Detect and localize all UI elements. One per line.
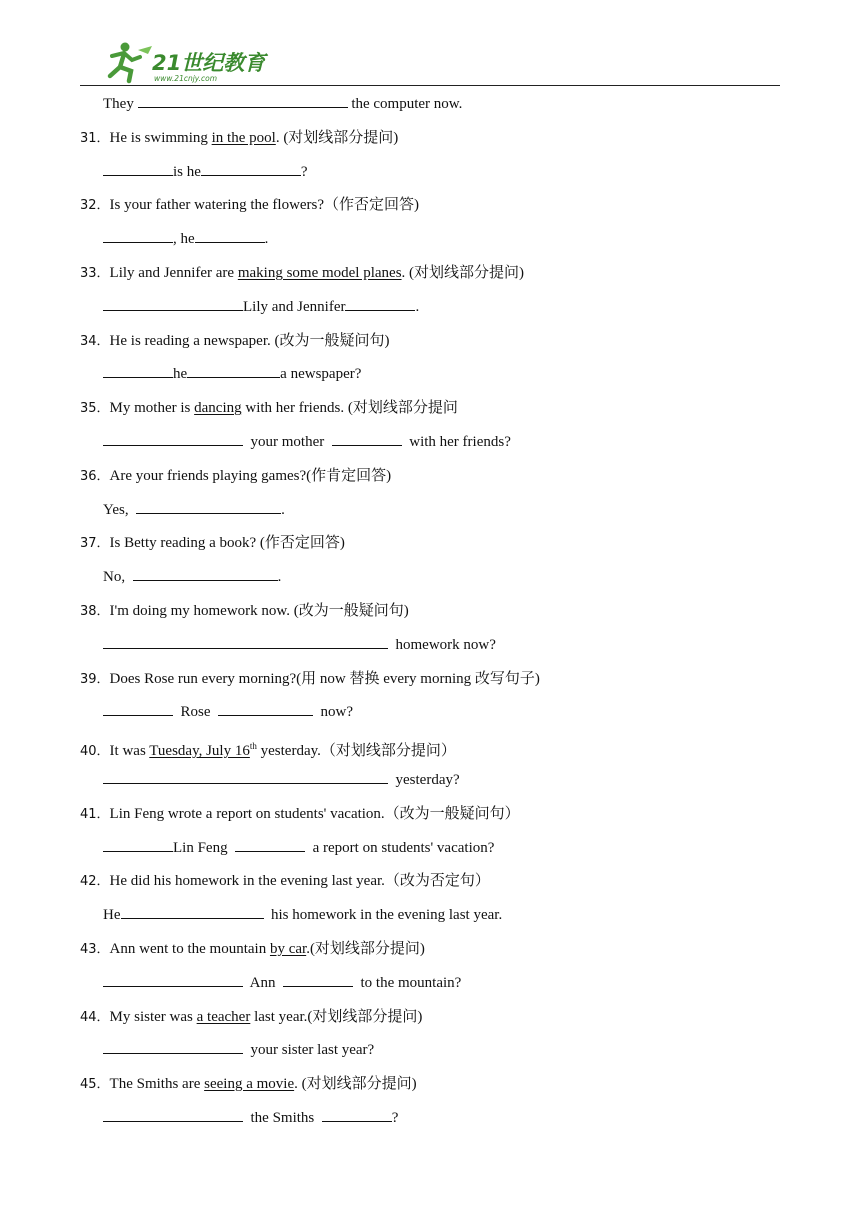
answer-line <box>80 564 780 598</box>
answer-line <box>80 226 780 260</box>
line-text: The Smiths are <box>109 1076 205 1093</box>
line-text: his homework in the evening last year. <box>263 907 503 924</box>
answer-line <box>80 699 780 733</box>
answer-blank[interactable] <box>332 431 402 446</box>
line-text: is he <box>173 163 201 180</box>
answer-blank[interactable] <box>103 769 388 784</box>
question-number: 34． <box>80 333 110 349</box>
line-text: to the mountain? <box>353 974 462 991</box>
page-header <box>0 0 860 92</box>
question-number: 40． <box>80 744 110 760</box>
header-divider <box>80 85 780 86</box>
line-text: with her friends. (对划线部分提问 <box>241 400 458 417</box>
line-text: No, <box>103 569 133 586</box>
answer-blank[interactable] <box>103 363 173 378</box>
underlined-phrase: seeing a movie <box>204 1076 295 1093</box>
answer-blank[interactable] <box>322 1107 392 1122</box>
question-line <box>80 1004 780 1038</box>
underlined-phrase: by car <box>269 940 307 957</box>
question-line <box>80 395 780 429</box>
answer-line <box>80 497 780 531</box>
question-number: 38． <box>80 603 110 619</box>
answer-blank[interactable] <box>121 904 264 919</box>
underlined-phrase: dancing <box>194 400 242 417</box>
line-text: Are your friends playing games?(作肯定回答) <box>109 467 392 484</box>
line-text: . <box>415 298 420 315</box>
question-number: 35． <box>80 401 110 417</box>
answer-blank[interactable] <box>235 837 305 852</box>
line-text: Lily and Jennifer are <box>109 264 238 281</box>
line-text: . <box>264 231 269 248</box>
answer-line <box>80 767 780 801</box>
line-text: He is swimming <box>109 129 212 146</box>
site-logo <box>102 40 272 84</box>
answer-blank[interactable] <box>138 93 348 108</box>
line-text: , he <box>173 231 195 248</box>
question-line <box>80 666 780 700</box>
line-text: Lily and Jennifer <box>243 298 346 315</box>
answer-blank[interactable] <box>103 634 388 649</box>
answer-blank[interactable] <box>103 837 173 852</box>
answer-blank[interactable] <box>103 296 243 311</box>
line-text: . <box>281 501 285 518</box>
question-number: 33． <box>80 265 110 281</box>
question-number: 45． <box>80 1077 110 1093</box>
line-text: Does Rose run every morning?(用 now 替换 every morning 改写句子) <box>109 670 540 687</box>
question-number: 44． <box>80 1009 110 1025</box>
answer-line <box>80 361 780 395</box>
answer-blank[interactable] <box>218 701 313 716</box>
answer-blank[interactable] <box>345 296 415 311</box>
question-line <box>80 530 780 564</box>
question-line <box>80 868 780 902</box>
answer-blank[interactable] <box>195 228 265 243</box>
answer-line <box>80 91 780 125</box>
answer-line <box>80 294 780 328</box>
exercise-content <box>80 91 780 1139</box>
line-text: Lin Feng <box>173 839 236 856</box>
answer-blank[interactable] <box>187 363 280 378</box>
answer-blank[interactable] <box>283 972 353 987</box>
underlined-phrase: making some model planes <box>237 264 402 281</box>
question-line <box>80 192 780 226</box>
question-line <box>80 936 780 970</box>
line-text: Is your father watering the flowers?（作否定回答) <box>109 197 420 214</box>
answer-line <box>80 902 780 936</box>
answer-line <box>80 159 780 193</box>
line-text: He did his homework in the evening last year.（改为否定句） <box>109 873 490 890</box>
line-text: My mother is <box>109 400 195 417</box>
answer-line <box>80 429 780 463</box>
line-text: Is Betty reading a book? (作否定回答) <box>109 535 345 552</box>
line-text: ? <box>391 1109 399 1126</box>
line-text: .(对划线部分提问) <box>306 940 425 957</box>
answer-blank[interactable] <box>103 161 173 176</box>
question-line <box>80 463 780 497</box>
line-text: . (对划线部分提问) <box>275 129 399 146</box>
underlined-phrase: Tuesday, July 16 <box>149 743 250 760</box>
question-number: 41． <box>80 806 110 822</box>
line-text: Rose <box>173 704 218 721</box>
question-line <box>80 125 780 159</box>
line-text: ? <box>300 163 308 180</box>
line-text: last year.(对划线部分提问) <box>250 1008 423 1025</box>
answer-blank[interactable] <box>136 499 281 514</box>
answer-blank[interactable] <box>103 1107 243 1122</box>
underlined-phrase: in the pool <box>211 129 276 146</box>
logo-text: 21世纪教育 <box>152 51 266 75</box>
line-text: he <box>173 366 188 383</box>
answer-line <box>80 1037 780 1071</box>
question-number: 31． <box>80 130 110 146</box>
line-text: with her friends? <box>401 433 511 450</box>
line-text: He is reading a newspaper. (改为一般疑问句) <box>109 332 390 349</box>
question-number: 37． <box>80 536 110 552</box>
line-text: They <box>103 96 138 112</box>
line-text: your sister last year? <box>243 1042 375 1059</box>
answer-blank[interactable] <box>103 228 173 243</box>
logo-url: www.21cnjy.com <box>154 74 218 83</box>
line-text: homework now? <box>388 636 496 653</box>
answer-blank[interactable] <box>103 701 173 716</box>
answer-blank[interactable] <box>201 161 301 176</box>
line-text: He <box>103 907 121 924</box>
line-text: a report on students' vacation? <box>305 839 495 856</box>
underlined-phrase: a teacher <box>196 1008 251 1025</box>
line-text: now? <box>313 704 353 721</box>
question-number: 39． <box>80 671 110 687</box>
line-text: . (对划线部分提问) <box>401 264 525 281</box>
answer-line <box>80 1105 780 1139</box>
question-number: 32． <box>80 198 110 214</box>
answer-blank[interactable] <box>103 972 243 987</box>
line-text: Ann <box>243 974 284 991</box>
question-number: 36． <box>80 468 110 484</box>
question-line <box>80 260 780 294</box>
answer-line <box>80 632 780 666</box>
superscript: th <box>249 741 257 752</box>
question-line <box>80 328 780 362</box>
line-text: It was <box>109 743 150 760</box>
line-text: a newspaper? <box>280 366 362 383</box>
line-text: the computer now. <box>347 96 463 112</box>
running-man-icon <box>110 43 152 82</box>
answer-blank[interactable] <box>103 431 243 446</box>
question-line <box>80 1071 780 1105</box>
line-text: yesterday? <box>388 771 460 788</box>
line-text: your mother <box>243 433 332 450</box>
question-number: 43． <box>80 941 110 957</box>
line-text: the Smiths <box>243 1109 322 1126</box>
line-text: yesterday.（对划线部分提问） <box>256 743 456 760</box>
line-text: . (对划线部分提问) <box>294 1076 417 1093</box>
line-text: Ann went to the mountain <box>109 940 270 957</box>
line-text: . <box>277 569 282 586</box>
answer-blank[interactable] <box>133 566 278 581</box>
answer-blank[interactable] <box>103 1039 243 1054</box>
line-text: I'm doing my homework now. (改为一般疑问句) <box>109 602 409 619</box>
answer-line <box>80 970 780 1004</box>
question-line <box>80 801 780 835</box>
line-text: Lin Feng wrote a report on students' vacation.（改为一般疑问句） <box>109 805 520 822</box>
question-line <box>80 733 780 767</box>
answer-line <box>80 835 780 869</box>
line-text: Yes, <box>103 501 137 518</box>
line-text: My sister was <box>109 1008 197 1025</box>
question-number: 42． <box>80 874 110 890</box>
question-line <box>80 598 780 632</box>
